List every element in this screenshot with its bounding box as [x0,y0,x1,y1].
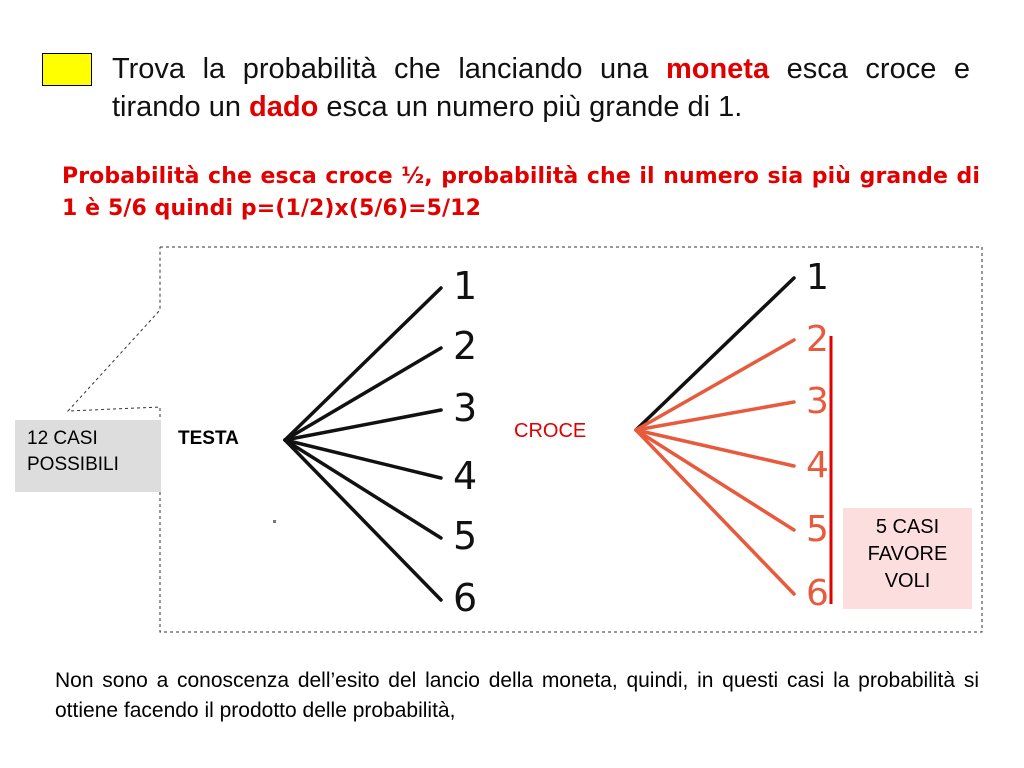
testa-branches [285,264,477,620]
box-casi-favorevoli [843,508,972,609]
box-possibili-line-2: POSSIBILI [27,454,119,475]
croce-leaf-2: 2 [806,319,829,360]
box-favore-line-1: 5 CASI [875,516,940,538]
testa-leaf-6: 6 [453,576,478,620]
testa-leaf-1: 1 [453,264,478,308]
croce-branch-6 [636,430,794,594]
keyword-moneta: moneta [665,53,770,85]
stray-dot [273,520,276,523]
croce-leaf-4: 4 [806,445,829,486]
testa-branch-6 [285,440,441,600]
testa-leaf-5: 5 [453,514,478,558]
croce-leaf-3: 3 [806,381,829,422]
question-part-1: Trova la probabilità che lanciando una [112,53,666,85]
croce-branch-5 [636,430,794,530]
testa-leaf-3: 3 [453,386,478,430]
testa-leaf-2: 2 [453,324,478,368]
keyword-dado: dado [249,91,319,123]
testa-branch-5 [285,440,441,538]
box-favore-line-2: FAVORE [867,543,948,565]
label-testa: TESTA [178,428,239,449]
box-possibili-line-1: 12 CASI [27,428,98,449]
croce-leaf-1: 1 [806,257,829,298]
label-croce: CROCE [514,420,587,442]
testa-branch-1 [285,288,441,440]
testa-branch-4 [285,440,441,478]
croce-leaf-5: 5 [806,509,829,550]
croce-branch-4 [636,430,794,466]
question-part-3: esca un numero più grande di 1. [318,91,743,123]
box-favore-line-3: VOLI [884,570,931,592]
question-part-2: esca croce e tirando un [112,53,970,123]
box-casi-possibili [15,420,161,492]
testa-leaf-4: 4 [453,454,478,498]
conclusion-text: Non sono a conoscenza dell’esito del lancio della moneta, quindi, in questi casi la probabilità si ottiene facendo il prodotto delle probabilità, [55,669,979,722]
croce-leaf-6: 6 [806,573,829,614]
answer-text: Probabilità che esca croce ½, probabilità che il numero sia più grande di 1 è 5/6 quindi p=(1/2)x(5/6)=5/12 [62,164,980,221]
croce-branches [636,257,829,614]
